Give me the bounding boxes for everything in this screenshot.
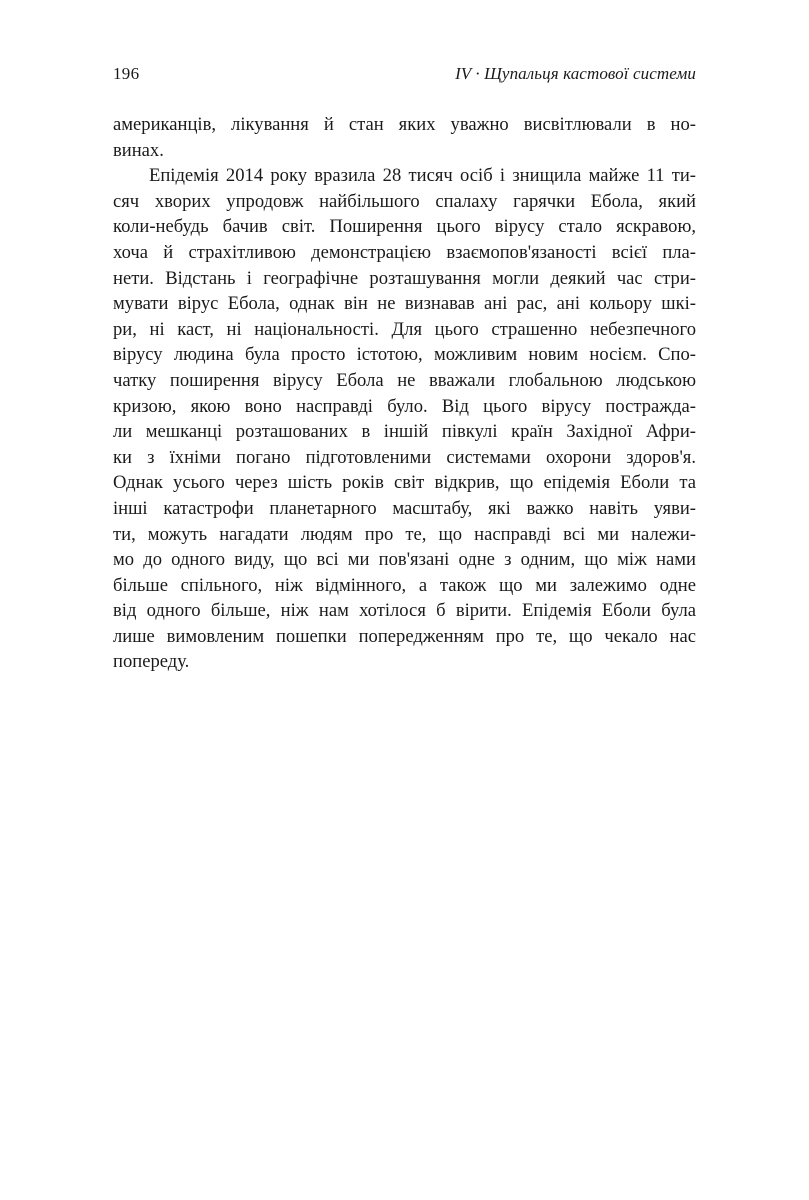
text-line: ли мешканці розташованих в іншій півкулі країн Західної Афри- <box>113 421 696 443</box>
text-line: Однак усього через шість років світ відкрив, що епідемія Еболи та <box>113 472 696 494</box>
running-head <box>113 64 696 90</box>
text-line: вірусу людина була просто істотою, можливим новим носієм. Спо- <box>113 344 696 366</box>
paragraph-ebola-epidemic <box>113 163 696 675</box>
text-line: винах. <box>113 139 164 161</box>
text-line: кризою, якою воно насправді було. Від цього вірусу постражда- <box>113 395 696 417</box>
text-line: коли-небудь бачив світ. Поширення цього вірусу стало яскравою, <box>113 216 696 238</box>
paragraph-continuation <box>113 112 696 163</box>
text-line: більше спільного, ніж відмінного, а також що ми залежимо одне <box>113 574 696 596</box>
text-line: ки з їхніми погано підготовленими системами охорони здоров'я. <box>113 446 696 468</box>
text-line: чатку поширення вірусу Ебола не вважали глобальною людською <box>113 369 696 391</box>
text-line: мо до одного виду, що всі ми пов'язані одне з одним, що між нами <box>113 549 696 571</box>
text-line: лише вимовленим пошепки попередженням про те, що чекало нас <box>113 625 696 647</box>
text-line: американців, лікування й стан яких уважно висвітлювали в но- <box>113 114 696 135</box>
text-line: від одного більше, ніж нам хотілося б вірити. Епідемія Еболи була <box>113 600 696 622</box>
text-line: сяч хворих упродовж найбільшого спалаху гарячки Ебола, який <box>113 190 696 212</box>
text-line: Епідемія 2014 року вразила 28 тисяч осіб і знищила майже 11 ти- <box>149 165 696 187</box>
text-line: попереду. <box>113 651 190 673</box>
text-line: інші катастрофи планетарного масштабу, які важко навіть уяви- <box>113 497 696 519</box>
text-line: хоча й страхітливою демонстрацією взаємопов'язаності всієї пла- <box>113 241 696 263</box>
text-line: ри, ні каст, ні національності. Для цього страшенно небезпечного <box>113 318 696 340</box>
running-title: IV · Щупальця кастової системи <box>455 64 696 83</box>
body-text <box>113 112 696 675</box>
text-line: ти, можуть нагадати людям про те, що насправді всі ми належи- <box>113 523 696 545</box>
page-number: 196 <box>113 64 140 83</box>
text-line: мувати вірус Ебола, однак він не визнавав ані рас, ані кольору шкі- <box>113 293 696 315</box>
text-line: нети. Відстань і географічне розташування могли деякий час стри- <box>113 267 696 289</box>
